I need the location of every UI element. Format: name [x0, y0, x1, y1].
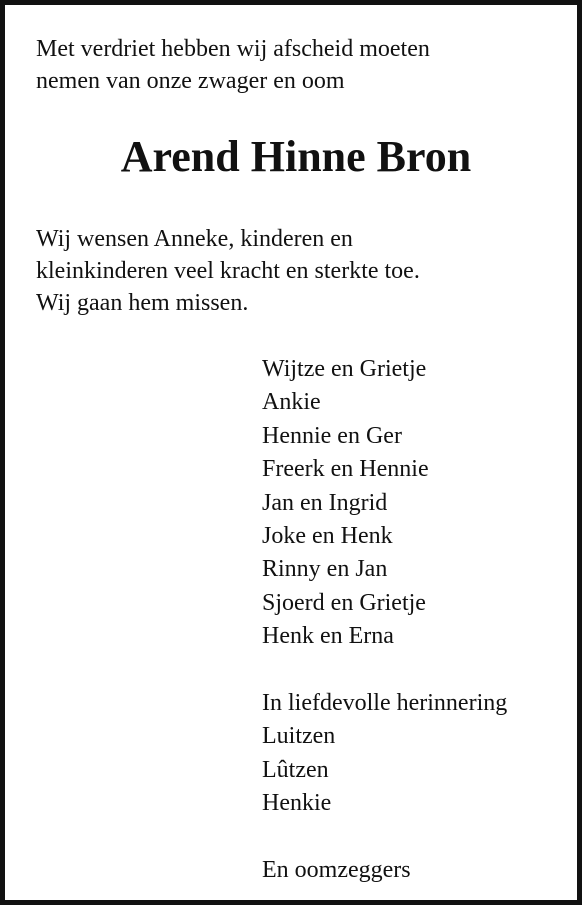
remembrance-heading: In liefdevolle herinnering	[262, 689, 508, 716]
signer-entry: Hennie en Ger	[262, 422, 402, 449]
deceased-name: Arend Hinne Bron	[120, 132, 472, 181]
intro-text	[36, 33, 556, 97]
wishes-text	[36, 223, 556, 319]
wishes-line: Wij wensen Anneke, kinderen en	[36, 226, 353, 252]
signer-entry: Ankie	[262, 389, 321, 416]
spacer	[262, 820, 572, 853]
signer-entry: Jan en Ingrid	[262, 489, 388, 516]
signer-entry: Henk en Erna	[262, 623, 394, 650]
signer-entry: Freerk en Hennie	[262, 456, 429, 483]
remembered-entry: Lûtzen	[262, 756, 329, 783]
wishes-line: Wij gaan hem missen.	[36, 290, 249, 316]
signer-entry: Joke en Henk	[262, 522, 393, 549]
signers-list	[262, 353, 572, 887]
wishes-line: kleinkinderen veel kracht en sterkte toe.	[36, 258, 420, 284]
remembered-entry: Henkie	[262, 790, 332, 817]
signer-entry: Rinny en Jan	[262, 556, 388, 583]
remembered-entry: Luitzen	[262, 723, 336, 750]
spacer	[262, 654, 572, 687]
signer-entry: Wijtze en Grietje	[262, 356, 427, 382]
signer-entry: Sjoerd en Grietje	[262, 589, 426, 616]
closing-line: En oomzeggers	[262, 856, 411, 883]
intro-line: Met verdriet hebben wij afscheid moeten	[36, 36, 430, 62]
intro-line: nemen van onze zwager en oom	[36, 68, 345, 94]
